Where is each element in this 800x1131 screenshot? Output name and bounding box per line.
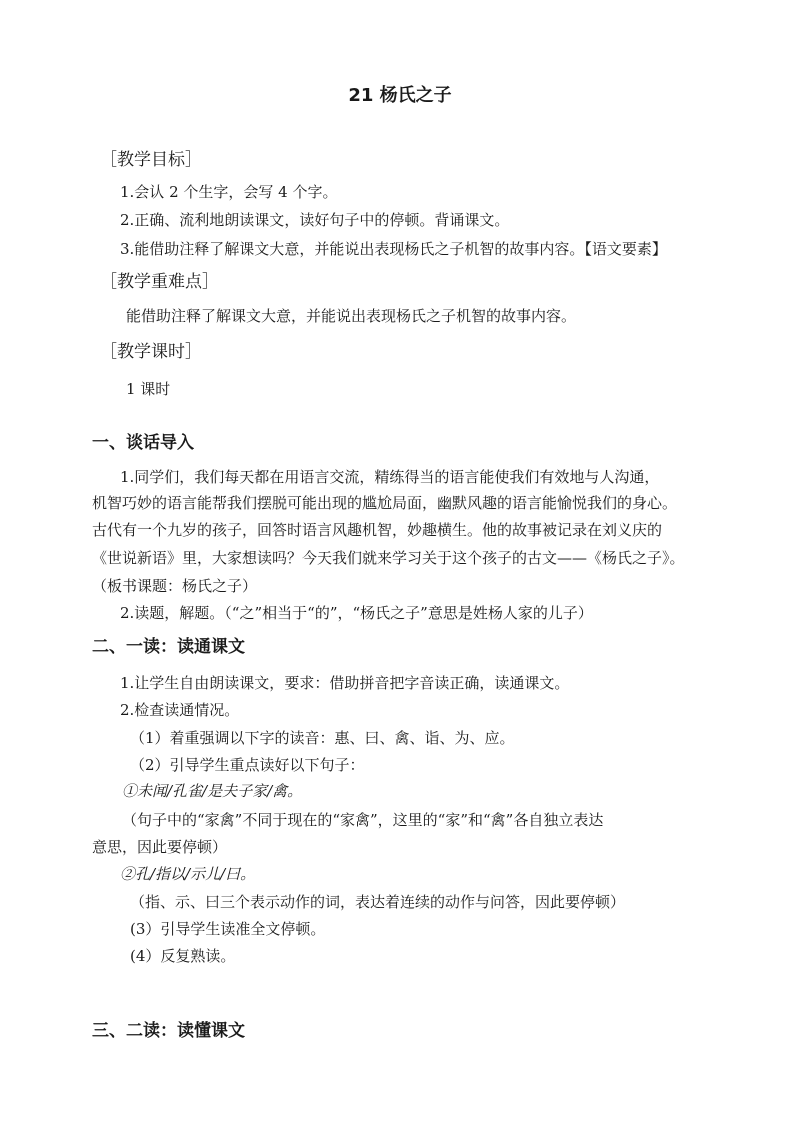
objective-item-3: 3.能借助注释了解课文大意，并能说出表现杨氏之子机智的故事内容。【语文要素】 <box>120 240 667 258</box>
section-2-line: （句子中的“家禽”不同于现在的“家禽”，这里的“家”和“禽”各自独立表达 <box>122 811 604 829</box>
section-1-line: 《世说新语》里，大家想读吗？今天我们就来学习关于这个孩子的古文——《杨氏之子》。 <box>92 549 685 567</box>
section-2-line: （指、示、曰三个表示动作的词，表达着连续的动作与问答，因此要停顿） <box>130 893 626 911</box>
section-2-line: （2）引导学生重点读好以下句子： <box>130 756 365 774</box>
keypoints-heading: ［教学重难点］ <box>100 272 219 292</box>
page-title: 21 杨氏之子 <box>348 85 452 106</box>
section-2-sentence-1: ①未闻/孔雀/是夫子家/禽。 <box>122 782 303 800</box>
section-1-item-2: 2.读题，解题。（“之”相当于“的”，“杨氏之子”意思是姓杨人家的儿子） <box>120 604 593 622</box>
objective-item-1: 1.会认 2 个生字，会写 4 个字。 <box>120 183 338 201</box>
section-2-line: (4）反复熟读。 <box>130 947 236 965</box>
hours-text: 1 课时 <box>126 380 171 398</box>
section-2-line: 1.让学生自由朗读课文，要求：借助拼音把字音读正确，读通课文。 <box>120 674 570 692</box>
keypoints-text: 能借助注释了解课文大意，并能说出表现杨氏之子机智的故事内容。 <box>126 307 577 325</box>
section-2-line: 意思，因此要停顿） <box>92 838 228 856</box>
section-1-heading: 一、谈话导入 <box>92 433 194 453</box>
section-1-line: 1.同学们，我们每天都在用语言交流，精练得当的语言能使我们有效地与人沟通， <box>120 468 660 486</box>
section-2-sentence-2: ②孔/指以/示儿/曰。 <box>120 865 256 883</box>
objective-item-2: 2.正确、流利地朗读课文，读好句子中的停顿。背诵课文。 <box>120 211 510 229</box>
section-2-line: 2.检查读通情况。 <box>120 701 240 719</box>
objectives-heading: ［教学目标］ <box>100 150 202 170</box>
section-1-line: 机智巧妙的语言能帮我们摆脱可能出现的尴尬局面，幽默风趣的语言能愉悦我们的身心。 <box>92 494 678 512</box>
section-1-line: 古代有一个九岁的孩子，回答时语言风趣机智，妙趣横生。他的故事被记录在刘义庆的 <box>92 521 663 539</box>
section-1-line: （板书课题：杨氏之子） <box>92 577 258 595</box>
section-3-heading: 三、二读：读懂课文 <box>92 1021 245 1041</box>
section-2-line: （1）着重强调以下字的读音：惠、曰、禽、诣、为、应。 <box>130 729 515 747</box>
section-2-line: (3）引导学生读准全文停顿。 <box>130 920 326 938</box>
section-2-heading: 二、一读：读通课文 <box>92 637 245 657</box>
hours-heading: ［教学课时］ <box>100 342 202 362</box>
